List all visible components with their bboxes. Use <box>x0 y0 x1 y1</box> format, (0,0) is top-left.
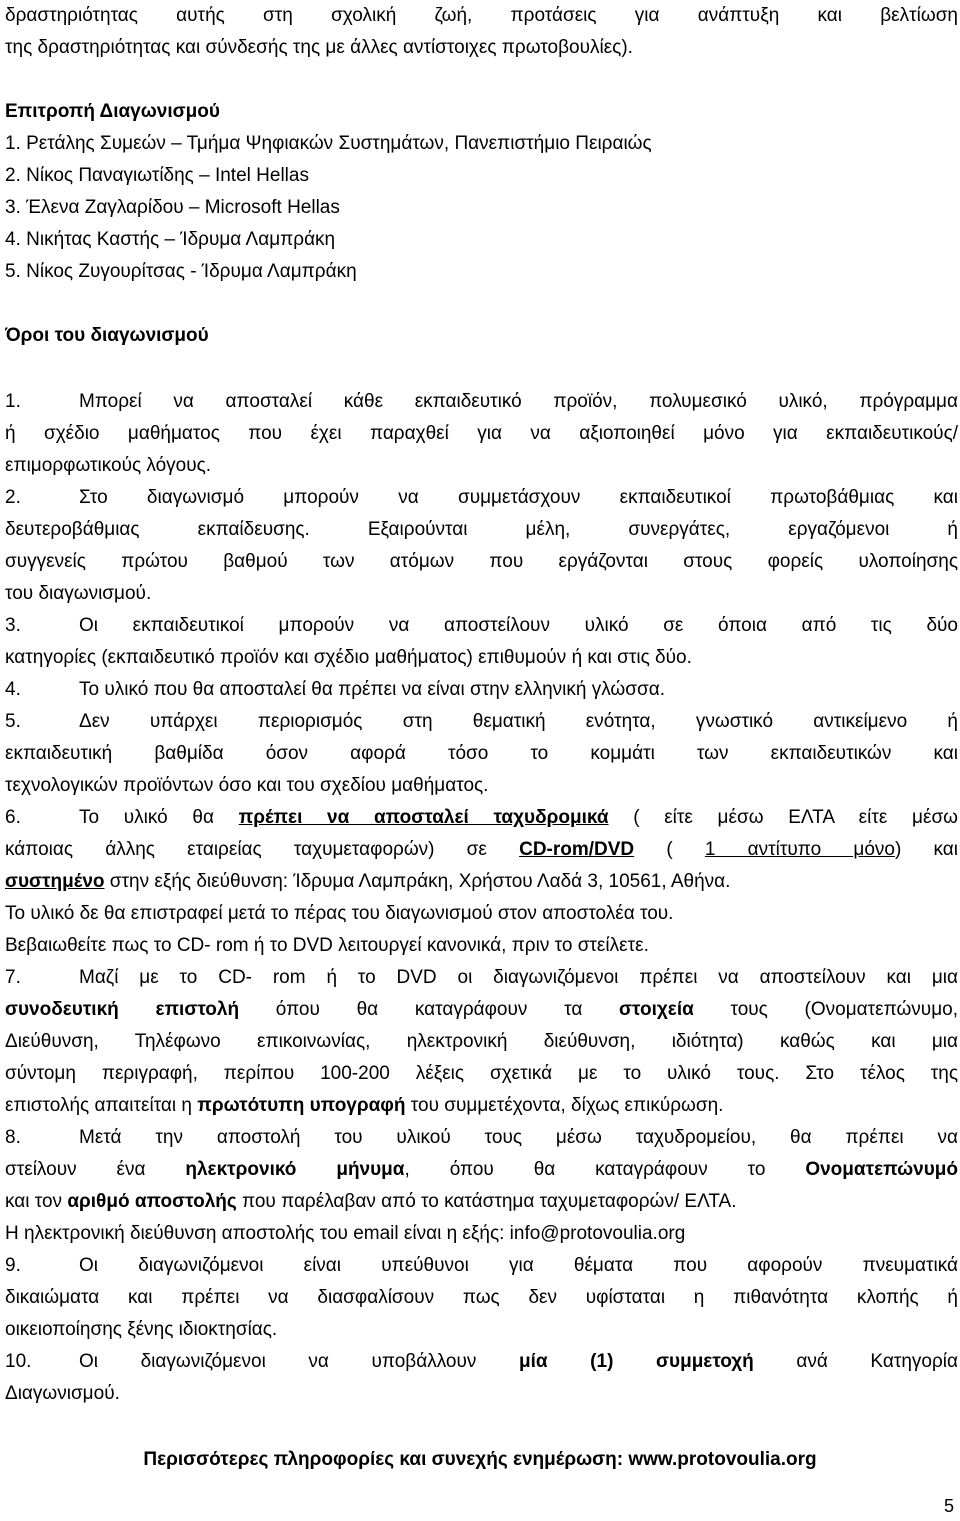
term-2-line-1 <box>5 482 958 514</box>
term-number: 9. <box>5 1255 21 1276</box>
term-text: στην εξής διεύθυνση: Ίδρυμα Λαμπράκη, Χρήστου Λαδά 3, 10561, Αθήνα. <box>104 871 731 892</box>
term-6-line-2 <box>5 834 958 866</box>
term-9-line-2: δικαιώματα και πρέπει να διασφαλίσουν πως δεν υφίσταται η πιθανότητα κλοπής ή <box>5 1287 958 1308</box>
emphasis-text: μία (1) συμμετοχή <box>519 1351 754 1372</box>
term-number: 8. <box>5 1127 21 1148</box>
term-text: όπου θα καταγράφουν τα <box>239 999 620 1020</box>
term-number: 3. <box>5 615 21 636</box>
term-2-line-4: του διαγωνισμού. <box>5 583 152 604</box>
term-6-line-1 <box>5 802 958 834</box>
term-1-line-3: επιμορφωτικούς λόγους. <box>5 455 212 476</box>
term-text: που παρέλαβαν από το κατάστημα ταχυμεταφορών/ ΕΛΤΑ. <box>236 1191 737 1212</box>
intro-line-1: δραστηριότητας αυτής στη σχολική ζωή, προτάσεις για ανάπτυξη και βελτίωση <box>5 5 958 26</box>
term-5-line-3: τεχνολογικών προϊόντων όσο και του σχεδίου μαθήματος. <box>5 775 489 796</box>
term-8-line-3 <box>5 1186 958 1218</box>
term-8-line-2 <box>5 1154 958 1186</box>
term-text: στείλουν ένα <box>5 1159 186 1180</box>
term-1-line-1 <box>5 386 958 418</box>
term-1-line-2: ή σχέδιο μαθήματος που έχει παραχθεί για να αξιοποιηθεί μόνο για εκπαιδευτικούς/ <box>5 423 958 444</box>
term-number: 2. <box>5 487 21 508</box>
term-number: 7. <box>5 967 21 988</box>
term-5-line-1 <box>5 706 958 738</box>
committee-member: 2. Νίκος Παναγιωτίδης – Intel Hellas <box>5 165 309 186</box>
term-4-line-1 <box>5 674 958 706</box>
committee-member: 3. Έλενα Ζαγλαρίδου – Microsoft Hellas <box>5 197 340 218</box>
term-3-line-2: κατηγορίες (εκπαιδευτικό προϊόν και σχέδιο μαθήματος) επιθυμούν ή και στις δύο. <box>5 647 692 668</box>
term-text: και τον <box>5 1191 68 1212</box>
term-text: ) και <box>894 839 958 860</box>
term-7-line-4: σύντομη περιγραφή, περίπου 100-200 λέξεις σχετικά με το υλικό τους. Στο τέλος της <box>5 1063 958 1084</box>
term-9-line-3: οικειοποίησης ξένης ιδιοκτησίας. <box>5 1319 278 1340</box>
term-9-line-1 <box>5 1250 958 1282</box>
term-3-line-1 <box>5 610 958 642</box>
term-text: ( <box>634 839 705 860</box>
committee-member: 1. Ρετάλης Συμεών – Τμήμα Ψηφιακών Συστημάτων, Πανεπιστήμιο Πειραιώς <box>5 133 652 154</box>
term-text: Μετά την αποστολή του υλικού τους μέσω ταχυδρομείου, θα πρέπει να <box>79 1127 958 1148</box>
term-number: 10. <box>5 1351 32 1372</box>
term-2-line-2: δευτεροβάθμιας εκπαίδευσης. Εξαιρούνται μέλη, συνεργάτες, εργαζόμενοι ή <box>5 519 958 540</box>
emphasis-text: συστημένο <box>5 871 105 892</box>
term-5-line-2: εκπαιδευτική βαθμίδα όσον αφορά τόσο το κομμάτι των εκπαιδευτικών και <box>5 743 958 764</box>
term-text: του συμμετέχοντα, δίχως επικύρωση. <box>405 1095 724 1116</box>
emphasis-text: Ονοματεπώνυμό <box>805 1159 958 1180</box>
committee-member: 4. Νικήτας Καστής – Ίδρυμα Λαμπράκη <box>5 229 336 250</box>
term-text: τους (Ονοματεπώνυμο, <box>693 999 958 1020</box>
term-text: Μπορεί να αποσταλεί κάθε εκπαιδευτικό προϊόν, πολυμεσικό υλικό, πρόγραμμα <box>79 391 958 412</box>
term-text: επιστολής απαιτείται η <box>5 1095 198 1116</box>
term-text: Το υλικό θα <box>79 807 239 828</box>
term-text: Μαζί με το CD- rom ή το DVD οι διαγωνιζόμενοι πρέπει να αποστείλουν και μια <box>79 967 958 988</box>
term-text: Οι εκπαιδευτικοί μπορούν να αποστείλουν υλικό σε όποια από τις δύο <box>79 615 958 636</box>
term-text: ανά Κατηγορία <box>753 1351 958 1372</box>
term-7-line-3: Διεύθυνση, Τηλέφωνο επικοινωνίας, ηλεκτρονική διεύθυνση, ιδιότητα) καθώς και μια <box>5 1031 958 1052</box>
term-10-line-1 <box>5 1346 958 1378</box>
term-text: Δεν υπάρχει περιορισμός στη θεματική ενότητα, γνωστικό αντικείμενο ή <box>79 711 958 732</box>
emphasis-text: αριθμό αποστολής <box>67 1191 237 1212</box>
emphasis-text: CD-rom/DVD <box>519 839 635 860</box>
term-text: , όπου θα καταγράφουν το <box>404 1159 806 1180</box>
term-6-line-4: Το υλικό δε θα επιστραφεί μετά το πέρας του διαγωνισμού στον αποστολέα του. <box>5 903 674 924</box>
committee-member: 5. Νίκος Ζυγουρίτσας - Ίδρυμα Λαμπράκη <box>5 261 357 282</box>
emphasis-text: ηλεκτρονικό μήνυμα <box>185 1159 405 1180</box>
emphasis-text: πρωτότυπη υπογραφή <box>197 1095 406 1116</box>
emphasis-text: στοιχεία <box>619 999 694 1020</box>
term-number: 1. <box>5 391 21 412</box>
term-7-line-2 <box>5 994 958 1026</box>
term-number: 6. <box>5 807 21 828</box>
page-number: 5 <box>943 1496 954 1516</box>
terms-heading: Όροι του διαγωνισμού <box>5 325 209 346</box>
emphasis-text: πρέπει να αποσταλεί ταχυδρομικά <box>238 807 609 828</box>
term-text: ( είτε μέσω ΕΛΤΑ είτε μέσω <box>608 807 958 828</box>
committee-heading: Επιτροπή Διαγωνισμού <box>5 101 220 122</box>
emphasis-text: συνοδευτική επιστολή <box>5 999 240 1020</box>
term-text: Το υλικό που θα αποσταλεί θα πρέπει να είναι στην ελληνική γλώσσα. <box>79 679 665 700</box>
term-text: Οι διαγωνιζόμενοι να υποβάλλουν <box>79 1351 519 1372</box>
term-6-line-5: Βεβαιωθείτε πως το CD- rom ή το DVD λειτουργεί κανονικά, πριν το στείλετε. <box>5 935 649 956</box>
term-8-line-4: Η ηλεκτρονική διεύθυνση αποστολής του email είναι η εξής: info@protovoulia.org <box>5 1223 686 1244</box>
intro-line-2: της δραστηριότητας και σύνδεσής της με άλλες αντίστοιχες πρωτοβουλίες). <box>5 37 633 58</box>
term-number: 4. <box>5 679 21 700</box>
term-text: κάποιας άλλης εταιρείας ταχυμεταφορών) σε <box>5 839 520 860</box>
term-7-line-5 <box>5 1090 958 1122</box>
term-6-line-3 <box>5 866 958 898</box>
term-text: Οι διαγωνιζόμενοι είναι υπεύθυνοι για θέματα που αφορούν πνευματικά <box>79 1255 958 1276</box>
term-7-line-1 <box>5 962 958 994</box>
underlined-text: 1 αντίτυπο μόνο <box>704 839 895 860</box>
footer-info: Περισσότερες πληροφορίες και συνεχής ενημέρωση: www.protovoulia.org <box>143 1449 817 1470</box>
term-number: 5. <box>5 711 21 732</box>
term-text: Στο διαγωνισμό μπορούν να συμμετάσχουν εκπαιδευτικοί πρωτοβάθμιας και <box>79 487 958 508</box>
term-8-line-1 <box>5 1122 958 1154</box>
term-2-line-3: συγγενείς πρώτου βαθμού των ατόμων που εργάζονται στους φορείς υλοποίησης <box>5 551 958 572</box>
term-10-line-2: Διαγωνισμού. <box>5 1383 120 1404</box>
